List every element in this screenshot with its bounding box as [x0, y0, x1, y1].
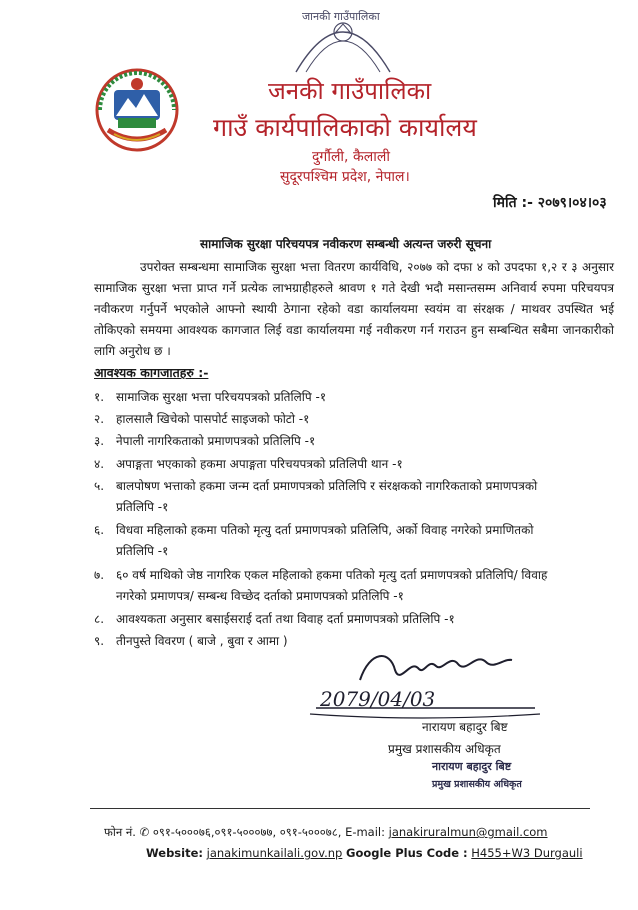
handwritten-date: 2079/04/03 [320, 687, 436, 711]
municipality-name: जनकी गाउँपालिका [268, 77, 432, 105]
list-item [94, 410, 309, 429]
plus-code-value[interactable]: H455+W3 Durgauli [471, 846, 583, 860]
seal-text: जानकी गाउँपालिका [302, 10, 380, 23]
office-name: गाउँ कार्यपालिकाको कार्यालय [213, 113, 477, 142]
list-item [94, 477, 537, 496]
list-item-text: विधवा महिलाको हकमा पतिको मृत्यु दर्ता प्रमाणपत्रको प्रतिलिपि, अर्को विवाह नगरेको प्रमाणितको [116, 523, 534, 537]
list-item-text: ६० वर्ष माथिको जेष्ठ नागरिक एकल महिलाको हकमा पतिको मृत्यु दर्ता प्रमाणपत्रको प्रतिलिपि/ विवाह [116, 568, 548, 582]
list-item-number: ९. [94, 634, 105, 648]
list-item-text: आवश्यकता अनुसार बसाईसराई दर्ता तथा विवाह दर्ता प्रमाणपत्रको प्रतिलिपि -१ [116, 612, 455, 626]
handwritten-signature [300, 640, 550, 730]
requirements-heading: आवश्यक कागजातहरु :- [94, 365, 209, 380]
list-item-number: ३. [94, 434, 105, 448]
footer-divider [90, 808, 590, 809]
notice-subject: सामाजिक सुरक्षा परिचयपत्र नवीकरण सम्बन्धी अत्यन्त जरुरी सूचना [200, 237, 492, 251]
footer-web-line [146, 846, 583, 860]
nepal-government-emblem-icon [94, 68, 180, 152]
list-item [94, 432, 315, 451]
signatory-title: प्रमुख प्रशासकीय अधिकृत [388, 742, 501, 756]
address-line-1: दुर्गौली, कैलाली [312, 149, 390, 165]
plus-code-label: Google Plus Code : [346, 846, 468, 860]
list-item-text: नेपाली नागरिकताको प्रमाणपत्रको प्रतिलिपि -१ [116, 434, 316, 448]
list-item [94, 521, 533, 540]
list-item-number: ८. [94, 612, 105, 626]
phone-numbers: ✆ ०९१-५०००७६,०९१-५०००७७, ०९१-५०००७८, [139, 825, 342, 839]
list-item [94, 610, 455, 629]
email-label: E-mail: [345, 825, 385, 839]
list-item-number: ४. [94, 457, 105, 471]
list-item-number: ५. [94, 479, 105, 493]
address-line-2: सुदूरपश्चिम प्रदेश, नेपाल। [280, 169, 410, 185]
list-item-number: १. [94, 390, 105, 404]
list-item-continuation: प्रतिलिपि -१ [116, 500, 169, 514]
list-item [94, 455, 403, 474]
list-item-text: सामाजिक सुरक्षा भत्ता परिचयपत्रको प्रतिलिपि -१ [116, 390, 327, 404]
office-seal-stamp [288, 2, 398, 82]
list-item-number: २. [94, 412, 105, 426]
notice-body: उपरोक्त सम्बन्धमा सामाजिक सुरक्षा भत्ता वितरण कार्यविधि, २०७७ को दफा ४ को उपदफा १,२ र ३ अनुसार सामाजिक सुरक्षा भत्ता प्राप्त गर्ने प्रत्येक लाभग्राहीहरुले श्रावण १ गते देखी भदौ मसान्तसम्म अनिवार्य रुपमा परिचयपत्र नवीकरण गर्नुपर्ने भएकोले आफ्नो स्थायी ठेगाना रहेको वडा कार्यालयमा स्वयंम वा संरक्षक / माथवर उपस्थित भई तोकिएको समयमा आवश्यक कागजात लिई वडा कार्यालयमा गई नवीकरण गर्न गराउन हुन सम्बन्धित सबैमा जानकारीको लागि अनुरोध छ । [94, 260, 614, 358]
list-item-continuation: प्रतिलिपि -१ [116, 544, 169, 558]
list-item [94, 632, 288, 651]
list-item-number: ७. [94, 568, 105, 582]
website-link[interactable]: janakimunkailali.gov.np [206, 846, 343, 860]
email-link[interactable]: janakiruralmun@gmail.com [388, 825, 548, 839]
list-item-text: हालसालै खिचेको पासपोर्ट साइजको फोटो -१ [116, 412, 310, 426]
phone-label: फोन नं. [104, 825, 136, 839]
list-item [94, 566, 547, 585]
notice-date: मिति :- २०७९।०४।०३ [493, 195, 607, 211]
list-item-number: ६. [94, 523, 105, 537]
list-item-text: तीनपुस्ते विवरण ( बाजे , बुवा र आमा ) [116, 634, 288, 648]
stamp-name: नारायण बहादुर बिष्ट [432, 760, 512, 773]
footer-contact-line [104, 825, 548, 840]
stamp-title: प्रमुख प्रशासकीय अधिकृत [432, 779, 522, 790]
list-item [94, 388, 326, 407]
website-label: Website: [146, 846, 203, 860]
list-item-text: अपाङ्गता भएकाको हकमा अपाङ्गता परिचयपत्रको प्रतिलिपी थान -१ [116, 457, 403, 471]
list-item-continuation: नगरेको प्रमाणपत्र/ सम्बन्ध विच्छेद दर्ताको प्रमाणपत्रको प्रतिलिपि -१ [116, 589, 404, 603]
list-item-text: बालपोषण भत्ताको हकमा जन्म दर्ता प्रमाणपत्रको प्रतिलिपि र संरक्षकको नागरिकताको प्रमाणपत्रको [116, 479, 538, 493]
signatory-name: नारायण बहादुर बिष्ट [422, 720, 508, 734]
